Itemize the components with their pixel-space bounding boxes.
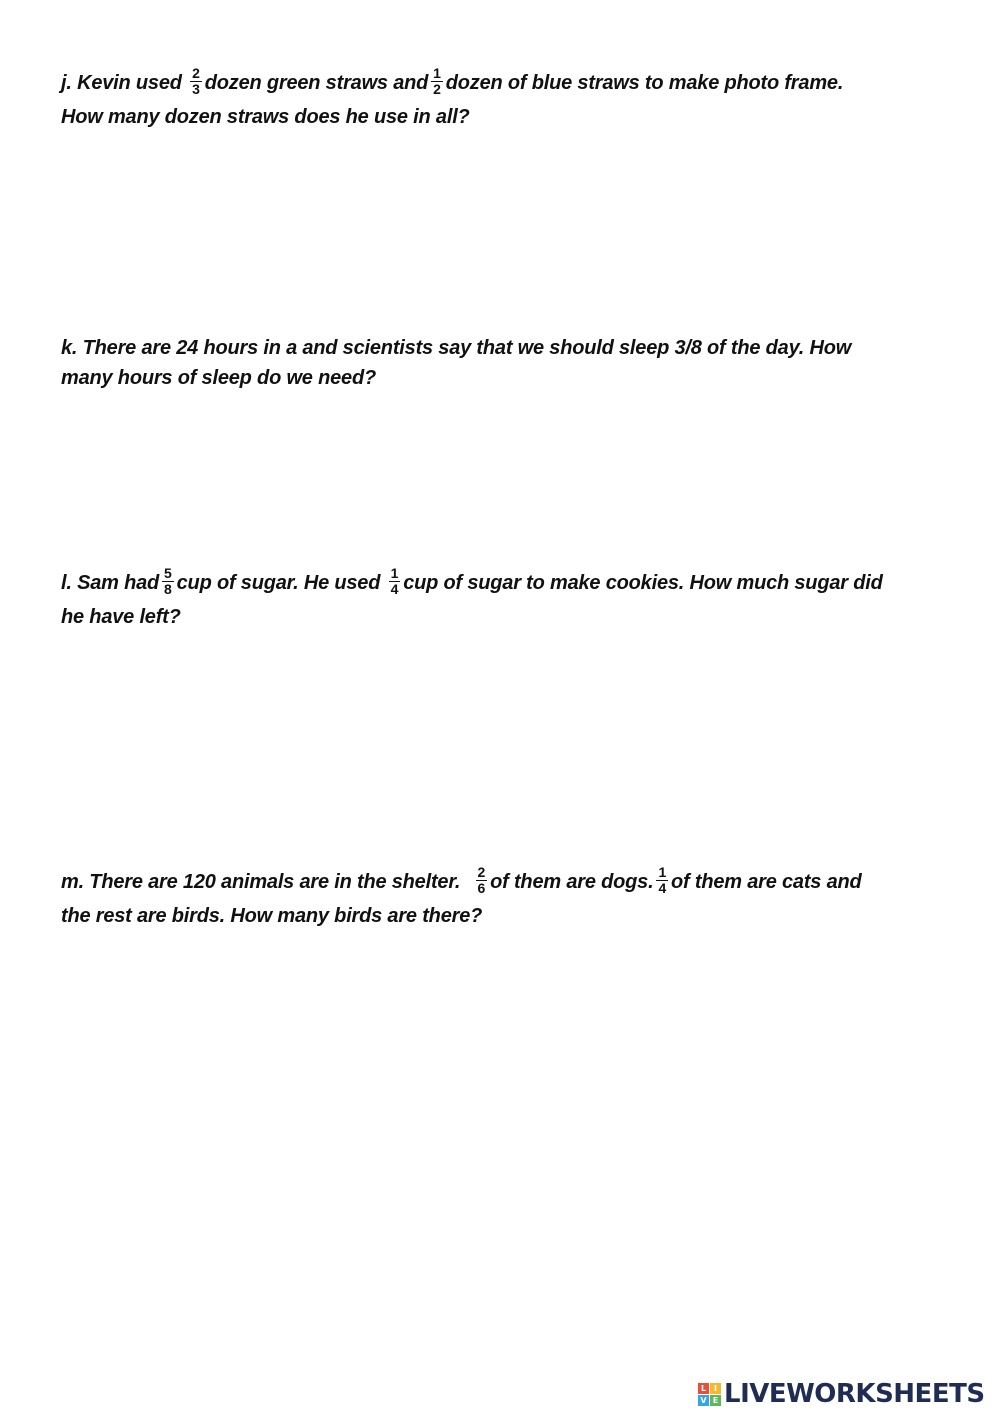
question-j-text-part1: j. Kevin used — [61, 72, 182, 94]
question-m-line1 — [61, 865, 941, 899]
fraction-one-half: $\frac{1}{2}$ — [433, 65, 441, 98]
question-j — [61, 66, 941, 134]
logo-tile-i: I — [710, 1383, 721, 1394]
logo-tile-e: E — [710, 1395, 721, 1406]
fraction-two-sixths: $\frac{2}{6}$ — [477, 864, 486, 897]
question-m-line2: the rest are birds. How many birds are there? — [61, 905, 483, 927]
question-m-text-part1: m. There are 120 animals are in the shelter. — [61, 871, 461, 893]
question-k — [61, 333, 941, 393]
logo-tile-l: L — [698, 1383, 709, 1394]
fraction-one-quarter-m: $\frac{1}{4}$ — [658, 864, 667, 897]
question-j-line2: How many dozen straws does he use in all? — [61, 106, 470, 128]
question-m — [61, 865, 941, 933]
question-l-line1 — [61, 566, 941, 600]
question-m-text-part2: of them are dogs. — [490, 871, 654, 893]
question-j-text-part3: dozen of blue straws to make photo frame. — [445, 72, 844, 94]
question-l-text-part2: cup of sugar. He used — [176, 572, 381, 594]
fraction-five-eighths: $\frac{5}{8}$ — [164, 565, 172, 598]
question-m-text-part3: of them are cats and — [671, 871, 862, 893]
liveworksheets-logo-icon — [698, 1383, 721, 1406]
liveworksheets-logo — [698, 1379, 985, 1409]
question-l-text-part3: cup of sugar to make cookies. How much sugar did — [403, 572, 883, 594]
question-j-line1 — [61, 66, 941, 100]
fraction-two-thirds: $\frac{2}{3}$ — [192, 65, 200, 98]
fraction-one-quarter: $\frac{1}{4}$ — [390, 565, 399, 598]
question-j-text-part2: dozen green straws and — [204, 72, 429, 94]
question-l — [61, 566, 941, 634]
question-l-line2: he have left? — [61, 606, 181, 628]
liveworksheets-logo-text: LIVEWORKSHEETS — [724, 1379, 985, 1409]
logo-tile-v: V — [698, 1395, 709, 1406]
question-k-line1: k. There are 24 hours in a and scientists say that we should sleep 3/8 of the day. How — [61, 337, 852, 359]
question-k-line2: many hours of sleep do we need? — [61, 367, 376, 389]
question-l-text-part1: l. Sam had — [61, 572, 160, 594]
